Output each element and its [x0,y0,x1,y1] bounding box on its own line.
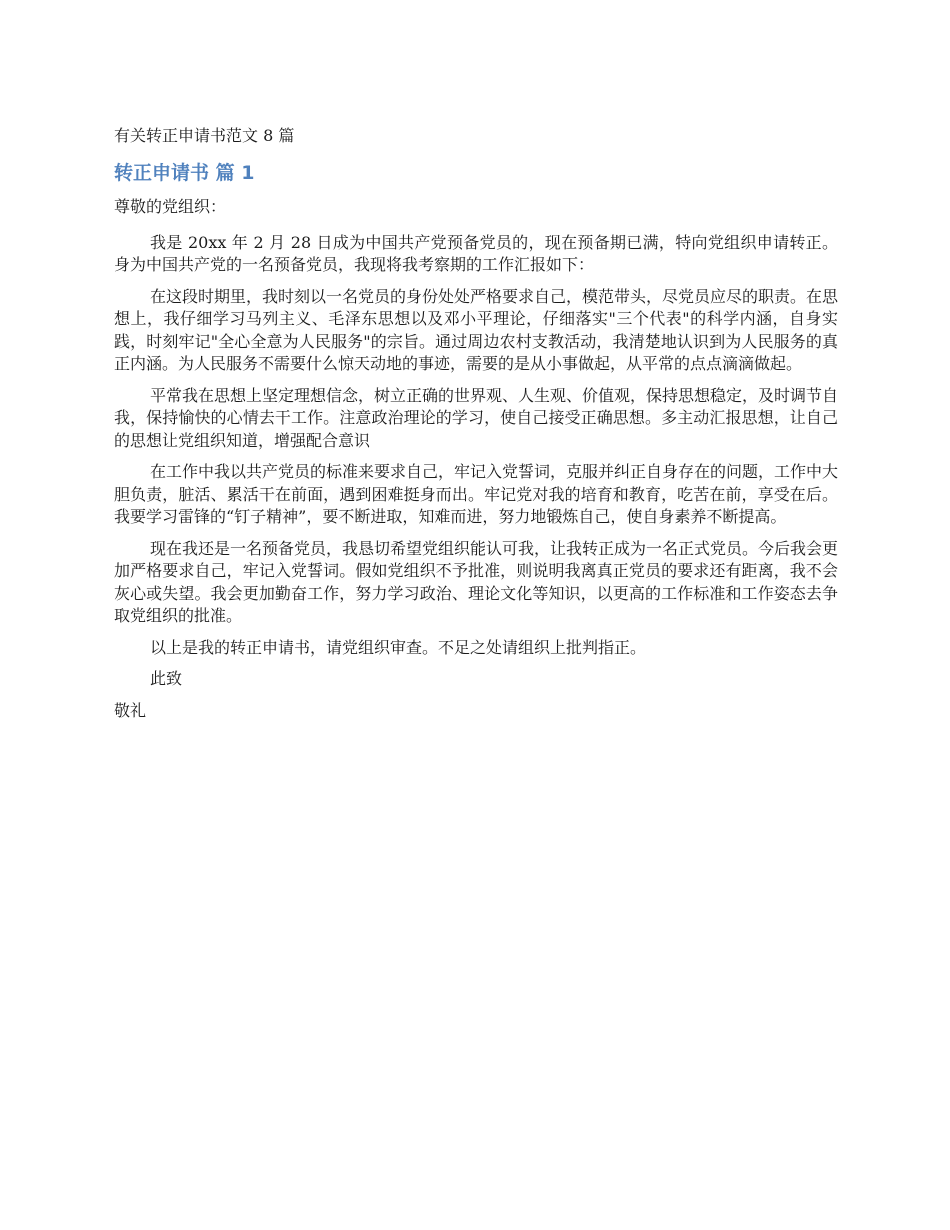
paragraph-1: 我是 20xx 年 2 月 28 日成为中国共产党预备党员的，现在预备期已满，特向党组织申请转正。 身为中国共产党的一名预备党员，我现将我考察期的工作汇报如下： [114,232,838,274]
salutation: 尊敬的党组织： [114,197,227,216]
paragraph-5: 现在我还是一名预备党员，我恳切希望党组织能认可我，让我转正成为一名正式党员。今后我会更加严格要求自己，牢记入党誓词。假如党组织不予批准，则说明我离真正党员的要求还有距离，我不会灰心或失望。我会更加勤奋工作，努力学习政治、理论文化等知识，以更高的工作标准和工作姿态去争取党组织的批准。 [114,538,839,625]
document-title: 有关转正申请书范文 8 篇 [114,126,295,145]
paragraph-4: 在工作中我以共产党员的标准来要求自己，牢记入党誓词，克服并纠正自身存在的问题，工作中大胆负责，脏活、累活干在前面，遇到困难挺身而出。牢记党对我的培育和教育，吃苦在前，享受在后。我要学习雷锋的“钉子精神”，要不断进取，知难而进，努力地锻炼自己，使自身素养不断提高。 [114,462,839,526]
paragraph-3: 平常我在思想上坚定理想信念，树立正确的世界观、人生观、价值观，保持思想稳定，及时调节自我，保持愉快的心情去干工作。注意政治理论的学习，使自己接受正确思想。多主动汇报思想，让自己的思想让党组织知道，增强配合意识 [114,385,839,450]
paragraph-closing-phrase: 此致 [150,669,183,688]
section-heading: 转正申请书 篇 1 [114,162,255,184]
paragraph-6: 以上是我的转正申请书，请党组织审查。不足之处请组织上批判指正。 [150,637,647,657]
paragraph-2: 在这段时期里，我时刻以一名党员的身份处处严格要求自己，模范带头，尽党员应尽的职责。在思想上，我仔细学习马列主义、毛泽东思想以及邓小平理论，仔细落实"三个代表"的科学内涵，自身实践，时刻牢记"全心全意为人民服务"的宗旨。通过周边农村支教活动，我清楚地认识到为人民服务的真正内涵。为人民服务不需要什么惊天动地的事迹，需要的是从小事做起，从平常的点点滴滴做起。 [114,286,839,373]
closing-salute: 敬礼 [114,700,147,720]
document-page [114,124,838,731]
